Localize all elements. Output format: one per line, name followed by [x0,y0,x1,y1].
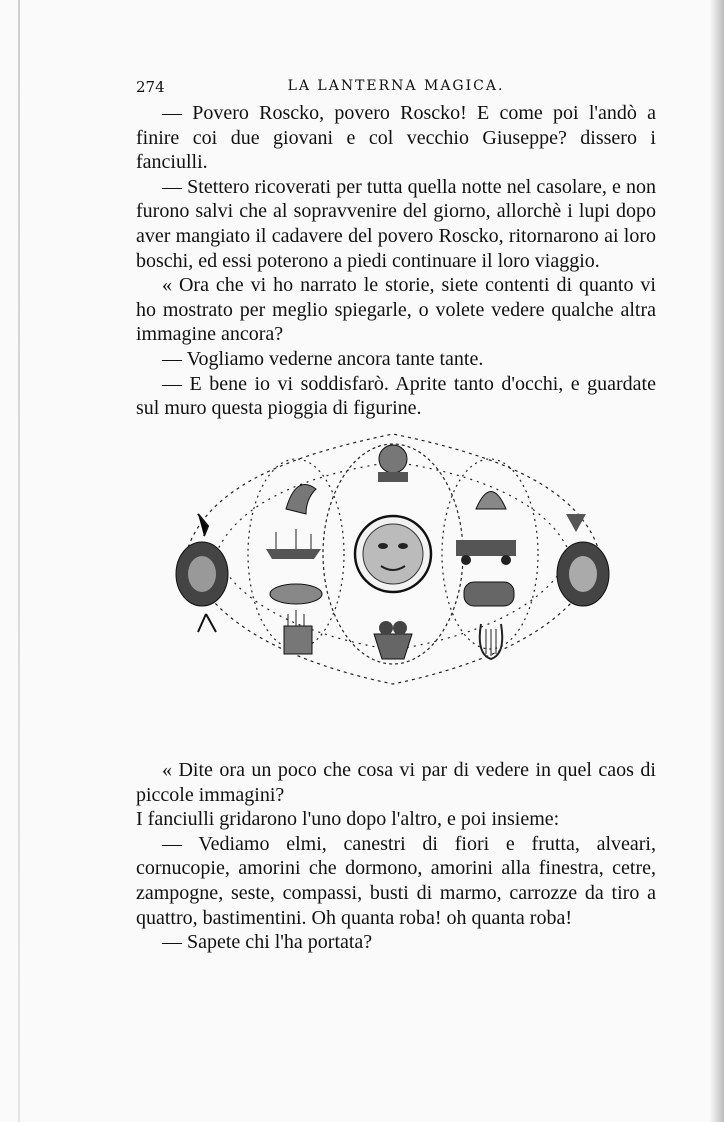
paragraph: — Vogliamo vederne ancora tante tante. [162,347,484,370]
paragraph: — Stettero ricoverati per tutta quella notte nel casolare, e non furono salvi che al sopravvenire del giorno, allorchè i lupi dopo aver mangiato il cadavere del povero Roscko, ritornarono ai loro boschi, ed essi poterono a piedi continuare il loro viaggio. [136,175,656,272]
lower-text [136,758,656,955]
engraving-illustration [146,414,640,704]
ornamental-engraving-icon [146,414,640,704]
running-head [136,78,656,100]
paragraph: — Vediamo elmi, canestri di fiori e frutta, alveari, cornucopie, amorini che dormono, amorini alla finestra, cetre, zampogne, seste, compassi, busti di marmo, carrozze da tiro a quattro, bastimentini. Oh quanta roba! oh quanta roba! [136,832,656,929]
small-ships [266,529,321,559]
beehive [476,492,506,510]
paragraph: « Dite ora un poco che cosa vi par di vedere in quel caos di piccole immagini? [136,759,656,806]
page-number: 274 [136,78,165,96]
marble-bust [378,445,408,482]
paragraph: — E bene io vi soddisfarò. Aprite tanto d'occhi, e guardate sul muro questa pioggia di figurine. [136,372,656,420]
carriage [456,540,516,565]
page-edge [18,0,20,1122]
helmet-left [176,542,228,606]
binding-shadow [710,0,724,1122]
cornucopia [286,485,316,515]
paragraph: I fanciulli gridarono l'uno dopo l'altro, e poi insieme: [136,808,560,831]
paragraph: « Ora che vi ho narrato le storie, siete contenti di quanto vi ho mostrato per meglio spiegarle, o volete vedere qualche altra immagine ancora? [136,274,656,346]
sleeping-cupid [270,584,322,604]
flower-basket [374,621,412,659]
crest [566,514,586,532]
running-title: LA LANTERNA MAGICA. [287,78,505,94]
cupids-window [464,582,514,606]
bagpipe [284,610,312,654]
helmet-right [557,542,609,606]
lyre [480,624,503,659]
upper-text [136,101,656,421]
mask-medallion [355,516,431,592]
paragraph: — Povero Roscko, povero Roscko! E come poi l'andò a finire coi due giovani e col vecchio Giuseppe? dissero i fanciulli. [136,102,656,174]
paragraph: — Sapete chi l'ha portata? [162,931,373,954]
